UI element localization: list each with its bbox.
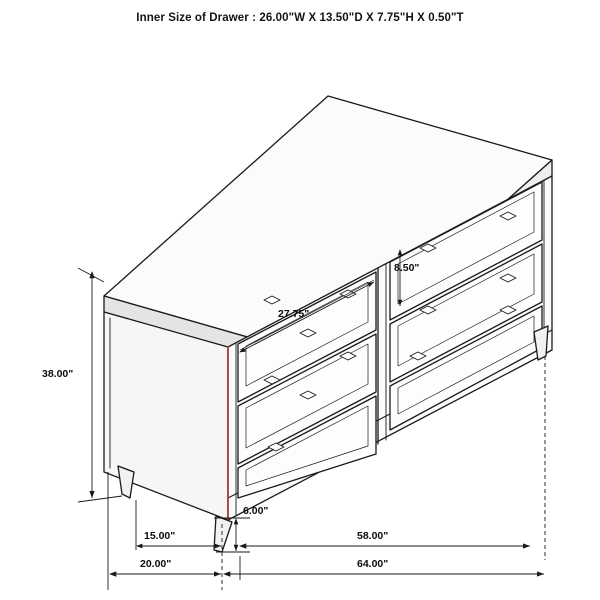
leg-back-left xyxy=(118,466,134,498)
dim-label-drawer-width: 27.75" xyxy=(278,308,310,320)
dim-label-base-depth: 20.00" xyxy=(140,558,172,570)
dim-label-left-depth: 15.00" xyxy=(144,530,176,542)
page-title: Inner Size of Drawer : 26.00"W X 13.50"D X 7.75"H X 0.50"T xyxy=(136,12,464,24)
ext-line-height-bottom xyxy=(78,496,122,502)
dim-label-front-width: 58.00" xyxy=(357,530,389,542)
dim-label-height-overall: 38.00" xyxy=(42,368,74,380)
dim-label-base-width: 64.00" xyxy=(357,558,389,570)
dim-label-drawer-height: 8.50" xyxy=(394,262,420,274)
leg-front-left xyxy=(214,516,232,552)
dresser-body xyxy=(104,96,552,552)
dim-label-leg-height: 6.00" xyxy=(243,505,269,517)
ext-line-height-top xyxy=(78,268,104,282)
